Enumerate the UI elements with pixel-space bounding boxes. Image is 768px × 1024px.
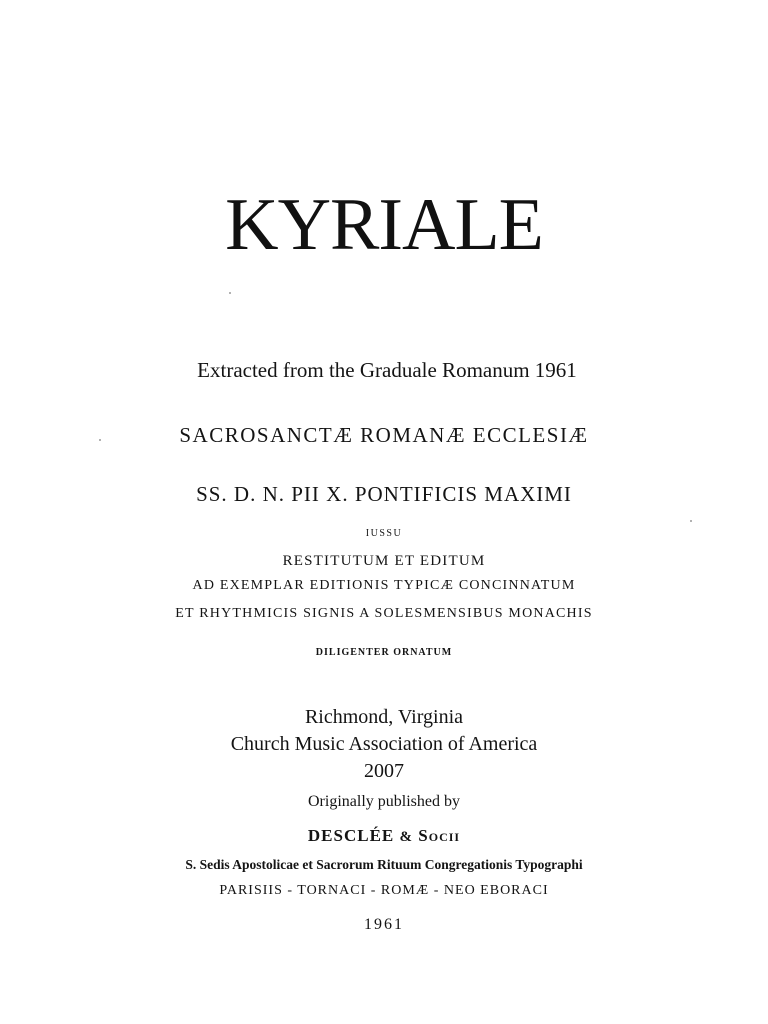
publisher-cities: PARISIIS - TORNACI - ROMÆ - NEO EBORACI (219, 883, 549, 898)
imprint-year: 2007 (364, 760, 404, 782)
original-year: 1961 (364, 916, 404, 933)
imprint-association: Church Music Association of America (230, 733, 538, 755)
original-publisher (0, 827, 768, 845)
latin-pontificis: SS. D. N. PII X. PONTIFICIS MAXIMI (196, 482, 572, 506)
latin-exemplar: AD EXEMPLAR EDITIONIS TYPICÆ CONCINNATUM (192, 578, 576, 593)
latin-iussu: IUSSU (365, 528, 403, 539)
imprint-place: Richmond, Virginia (304, 706, 464, 728)
latin-ecclesiae: SACROSANCTÆ ROMANÆ ECCLESIÆ (179, 423, 589, 447)
original-publisher-label: Originally published by (308, 793, 460, 810)
publisher-ampersand: & (399, 829, 414, 845)
latin-restitutum: RESTITUTUM ET EDITUM (282, 553, 486, 569)
publisher-name: DESCLÉE (307, 826, 395, 845)
book-title: KYRIALE (225, 184, 543, 266)
publisher-socii: Socii (418, 826, 461, 845)
extraction-note: Extracted from the Graduale Romanum 1961 (197, 358, 577, 382)
latin-diligenter: DILIGENTER ORNATUM (315, 647, 453, 658)
scan-speck (229, 292, 231, 294)
publisher-typographi: S. Sedis Apostolicae et Sacrorum Rituum Congregationis Typographi (185, 857, 583, 872)
scan-speck (690, 520, 692, 522)
latin-rhythmicis: ET RHYTHMICIS SIGNIS A SOLESMENSIBUS MONACHIS (175, 606, 593, 621)
